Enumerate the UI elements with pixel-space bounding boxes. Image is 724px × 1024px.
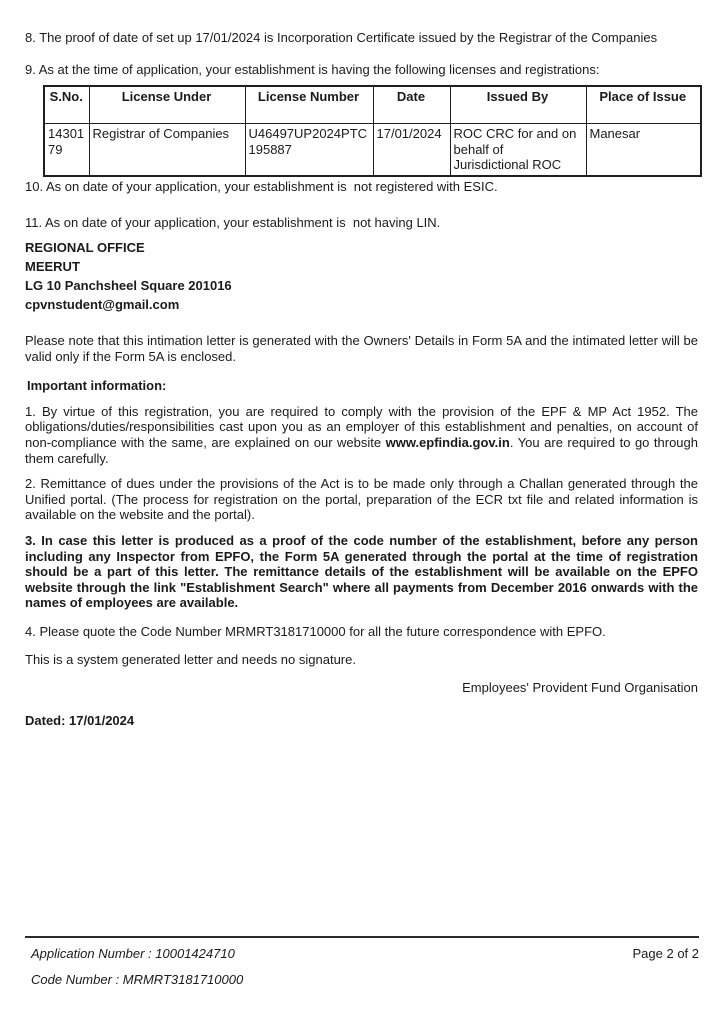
footer-first-row [25, 946, 699, 962]
epfindia-website-text: www.epfindia.gov.in [385, 435, 510, 450]
important-para-2: 2. Remittance of dues under the provisions of the Act is to be made only through a Challan generated through the Unified portal. (The process for registration on the portal, preparation of the ECR txt file and related information is available on the website and the portal). [25, 476, 698, 523]
important-para-3: 3. In case this letter is produced as a proof of the code number of the establishment, before any person including any Inspector from EPFO, the Form 5A generated through the portal at the time of registration should be a part of this letter. The remittance details of the establishment will be available on the EPFO website through the link "Establishment Search" where all payments from December 2016 onwards with the names of employees are available. [25, 532, 698, 611]
header-issued-by: Issued By [450, 86, 586, 124]
regional-office-email: cpvnstudent@gmail.com [25, 297, 180, 313]
license-table-row [44, 124, 701, 176]
cell-sno: 1430179 [44, 124, 89, 176]
regional-office-address: LG 10 Panchsheel Square 201016 [25, 278, 232, 294]
important-para-4: 4. Please quote the Code Number MRMRT3181710000 for all the future correspondence with EPFO. [25, 623, 606, 639]
important-para-1-text: 1. By virtue of this registration, you are required to comply with the provision of the EPF & MP Act 1952. The obligations/duties/responsibilities cast upon you as an employer of this establishment and penalties, on account of non-compliance with the same, are explained on our website [25, 403, 698, 450]
regional-office-block [25, 240, 698, 313]
application-number: Application Number : 10001424710 [31, 946, 235, 961]
header-sno: S.No. [44, 86, 89, 124]
cell-date: 17/01/2024 [373, 124, 450, 176]
important-para-1-tail: . You are required to go through them carefully. [25, 435, 698, 466]
important-information-heading: Important information: [27, 378, 167, 394]
list-item-8: 8. The proof of date of set up 17/01/2024 is Incorporation Certificate issued by the Registrar of the Companies [25, 30, 658, 45]
cell-issued-by: ROC CRC for and on behalf of Jurisdictional ROC [450, 124, 586, 176]
important-para-1 [25, 404, 698, 466]
organisation-signature: Employees' Provident Fund Organisation [462, 680, 698, 696]
list-item-9: 9. As at the time of application, your establishment is having the following licenses and registrations: [25, 61, 600, 77]
regional-office-city: MEERUT [25, 259, 80, 275]
code-number: Code Number : MRMRT3181710000 [31, 971, 244, 987]
cell-license-number: U46497UP2024PTC195887 [245, 124, 373, 176]
header-license-number: License Number [245, 86, 373, 124]
system-generated-note: This is a system generated letter and needs no signature. [25, 651, 356, 667]
license-table [43, 85, 702, 177]
list-item-11: 11. As on date of your application, your establishment is not having LIN. [25, 214, 441, 230]
cell-license-under: Registrar of Companies [89, 124, 245, 176]
header-license-under: License Under [89, 86, 245, 124]
regional-office-title: REGIONAL OFFICE [25, 240, 145, 256]
form5a-note: Please note that this intimation letter is generated with the Owners' Details in Form 5A and the intimated letter will be valid only if the Form 5A is enclosed. [25, 333, 698, 364]
page-number: Page 2 of 2 [632, 946, 699, 961]
header-place-of-issue: Place of Issue [586, 86, 701, 124]
page-footer [25, 936, 699, 987]
cell-place-of-issue: Manesar [586, 124, 701, 176]
dated-line: Dated: 17/01/2024 [25, 712, 135, 728]
license-table-header-row [44, 86, 701, 124]
list-item-10: 10. As on date of your application, your establishment is not registered with ESIC. [25, 178, 498, 194]
header-date: Date [373, 86, 450, 124]
